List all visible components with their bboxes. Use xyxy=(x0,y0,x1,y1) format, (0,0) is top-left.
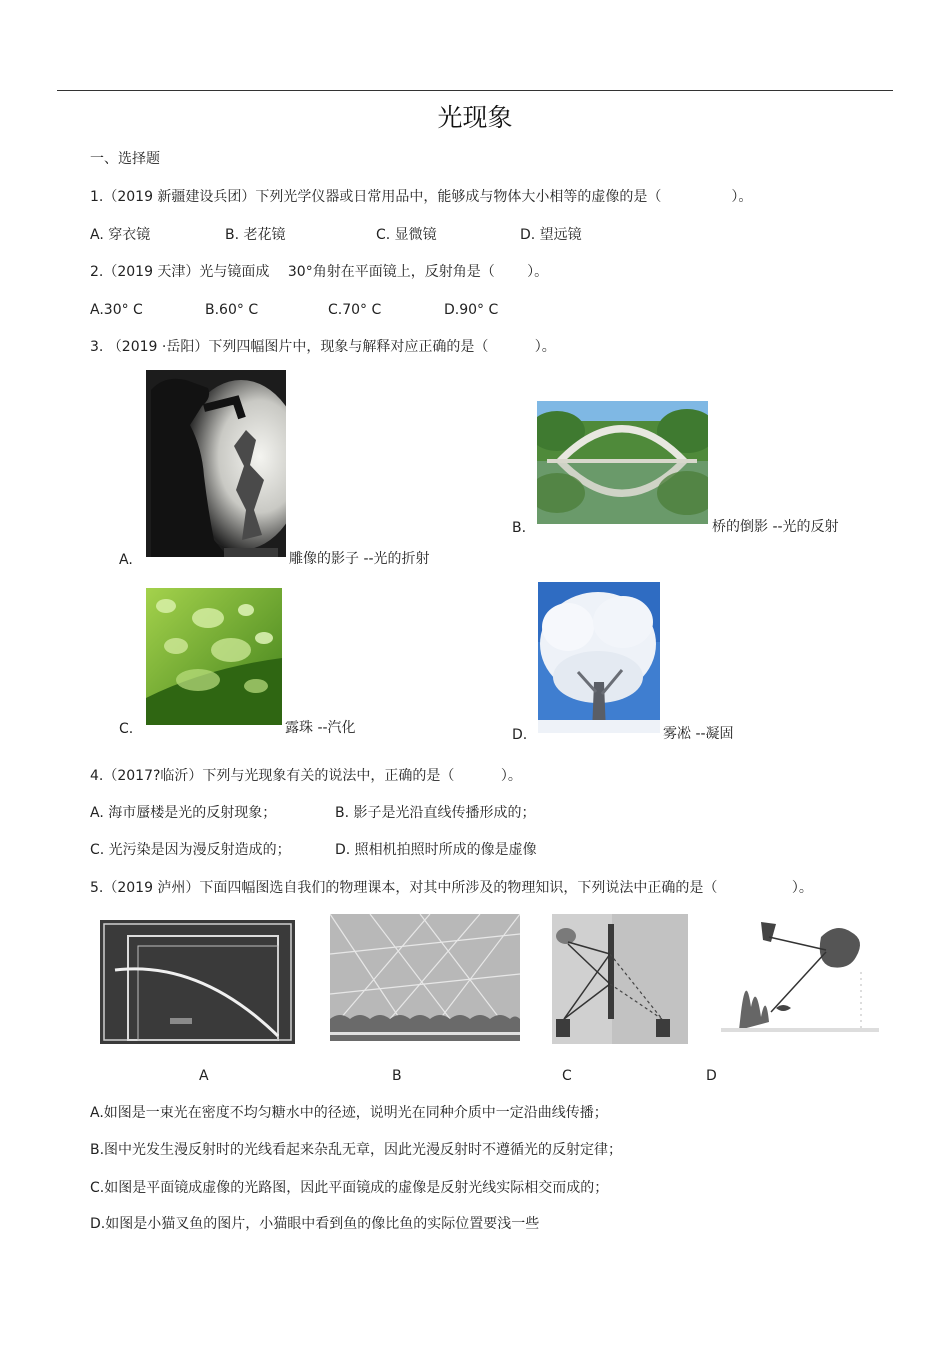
q3-option-c-text: 露珠 --汽化 xyxy=(285,720,356,736)
q2-option-c: C.70° C xyxy=(328,302,382,318)
diffuse-reflection-figure xyxy=(330,914,520,1041)
plane-mirror-figure xyxy=(552,914,688,1044)
page-title: 光现象 xyxy=(437,103,513,132)
section-heading: 一、选择题 xyxy=(90,151,160,167)
q5-option-d: D.如图是小猫叉鱼的图片，小猫眼中看到鱼的像比鱼的实际位置要浅一些 xyxy=(90,1216,540,1232)
q3-option-b-letter: B. xyxy=(512,520,527,536)
q5-figure-label-a: A xyxy=(199,1068,209,1084)
question-2-stem: 2.（2019 天津）光与镜面成 30°角射在平面镜上，反射角是（ ）。 xyxy=(90,264,549,280)
q3-option-d-text: 雾凇 --凝固 xyxy=(663,726,734,742)
q5-option-a: A.如图是一束光在密度不均匀糖水中的径迹，说明光在同种介质中一定沿曲线传播； xyxy=(90,1105,608,1121)
sugar-water-light-figure xyxy=(100,920,295,1044)
header-rule xyxy=(57,90,893,91)
question-3-stem: 3. （2019 ·岳阳）下列四幅图片中，现象与解释对应正确的是（ ）。 xyxy=(90,339,556,355)
q5-figure-label-b: B xyxy=(392,1068,402,1084)
q1-option-a: A. 穿衣镜 xyxy=(90,227,151,243)
bridge-reflection-photo xyxy=(537,401,708,524)
q3-option-c-letter: C. xyxy=(119,721,134,737)
q2-option-d: D.90° C xyxy=(444,302,499,318)
q5-option-b: B.图中光发生漫反射时的光线看起来杂乱无章，因此光漫反射时不遵循光的反射定律； xyxy=(90,1142,623,1158)
q3-option-d-letter: D. xyxy=(512,727,528,743)
q4-option-d: D. 照相机拍照时所成的像是虚像 xyxy=(335,842,537,858)
statue-shadow-photo xyxy=(146,370,286,557)
dew-drops-photo xyxy=(146,588,282,725)
question-4-stem: 4.（2017?临沂）下列与光现象有关的说法中，正确的是（ ）。 xyxy=(90,768,522,784)
q1-option-d: D. 望远镜 xyxy=(520,227,582,243)
q5-option-c: C.如图是平面镜成虚像的光路图，因此平面镜成的虚像是反射光线实际相交而成的； xyxy=(90,1180,609,1196)
q3-option-a-letter: A. xyxy=(119,552,133,568)
question-5-stem: 5.（2019 泸州）下面四幅图选自我们的物理课本，对其中所涉及的物理知识，下列说法中正确的是（ ）。 xyxy=(90,880,813,896)
cat-spearing-fish-figure xyxy=(721,912,879,1044)
q2-option-a: A.30° C xyxy=(90,302,143,318)
q1-option-b: B. 老花镜 xyxy=(225,227,286,243)
q5-figure-label-c: C xyxy=(562,1068,572,1084)
q3-option-a-text: 雕像的影子 --光的折射 xyxy=(289,551,430,567)
question-1-stem: 1.（2019 新疆建设兵团）下列光学仪器或日常用品中，能够成与物体大小相等的虚像的是（ ）。 xyxy=(90,189,753,205)
q2-option-b: B.60° C xyxy=(205,302,259,318)
rime-tree-photo xyxy=(538,582,660,733)
q4-option-c: C. 光污染是因为漫反射造成的； xyxy=(90,842,291,858)
q4-option-a: A. 海市蜃楼是光的反射现象； xyxy=(90,805,277,821)
q5-figure-label-d: D xyxy=(706,1068,717,1084)
q3-option-b-text: 桥的倒影 --光的反射 xyxy=(712,519,839,535)
q1-option-c: C. 显微镜 xyxy=(376,227,437,243)
q4-option-b: B. 影子是光沿直线传播形成的； xyxy=(335,805,536,821)
